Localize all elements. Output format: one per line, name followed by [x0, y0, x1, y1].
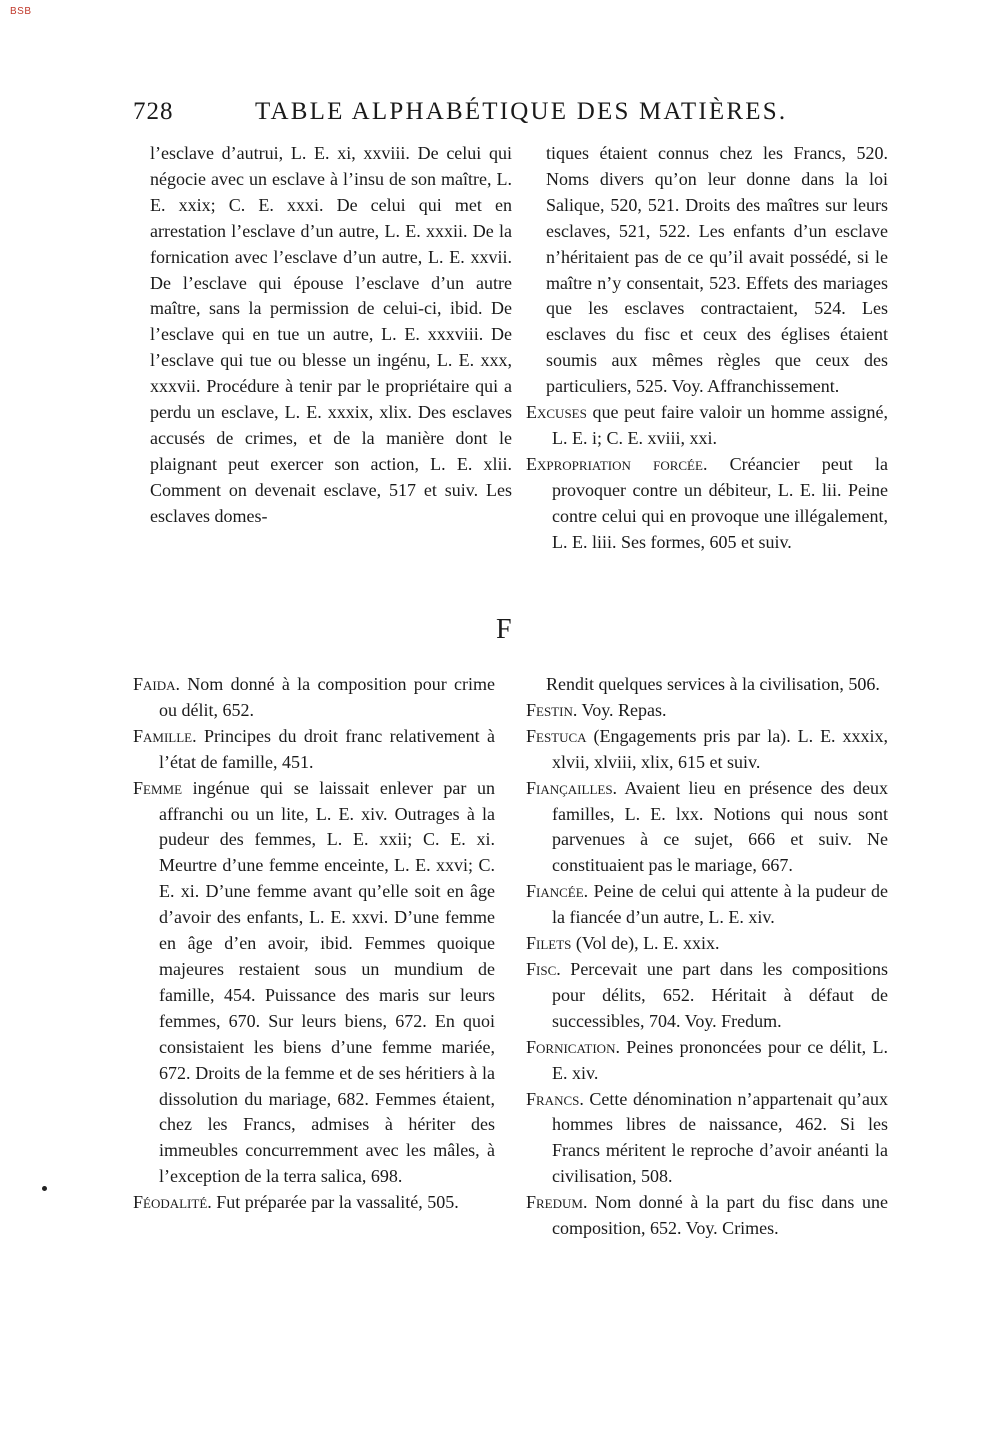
top-right-column: [526, 141, 888, 556]
entry-headword: Expropriation forcée.: [526, 453, 708, 474]
entry-text: Percevait une part dans les compositions pour délits, 652. Héritait à défaut de successibles, 704. Voy. Fredum.: [552, 958, 888, 1031]
entry-headword: Fisc.: [526, 958, 561, 979]
index-entry: [526, 1190, 888, 1242]
entry-headword: Excuses: [526, 402, 587, 423]
entry-headword: Fornication.: [526, 1036, 620, 1057]
entry-text: Peines prononcées pour ce délit, L. E. xiv.: [552, 1036, 888, 1083]
entry-headword: Famille.: [133, 725, 197, 746]
index-entry: [526, 957, 888, 1035]
entry-headword: Femme: [133, 777, 183, 798]
index-entry: [526, 452, 888, 556]
entry-text: Fut préparée par la vassalité, 505.: [211, 1192, 459, 1213]
entry-text: (Vol de), L. E. xxix.: [571, 933, 720, 954]
entry-headword: Fredum.: [526, 1192, 588, 1213]
continued-entry-text: tiques étaient connus chez les Francs, 520. Noms divers qu’on leur donne dans la loi Salique, 520, 521. Droits des maîtres sur leurs esclaves, 521, 522. Les enfants d’un esclave n’héritaient pas de ce qu’il avait possédé, si le maître n’y consentait, 523. Effets des mariages que les esclaves contractaient, 524. Les esclaves du fisc et ceux des églises étaient soumis aux mêmes règles que ceux des particuliers, 525. Voy. Affranchissement.: [546, 143, 888, 397]
index-entry: [526, 931, 888, 957]
library-stamp: BSB: [10, 6, 32, 17]
entry-headword: Festin.: [526, 699, 578, 720]
entry-text: que peut faire valoir un homme assigné, L. E. i; C. E. xviii, xxi.: [552, 402, 888, 448]
index-entry: [526, 879, 888, 931]
bottom-left-column: [133, 672, 495, 1216]
entry-text: Avaient lieu en présence des deux familles, L. E. lxx. Notions qui nous sont parvenues à ce sujet, 666 et suiv. Ne constituaient pas le mariage, 667.: [552, 777, 888, 876]
bottom-right-column: [526, 672, 888, 1242]
entry-headword: Faida.: [133, 674, 181, 694]
page-number: 728: [133, 98, 174, 125]
entry-text: Voy. Repas.: [577, 699, 667, 720]
entry-text: Cette dénomination n’appartenait qu’aux hommes libres de naissance, 462. Si les Francs méritent le reproche d’avoir anéanti la civilisation, 508.: [552, 1088, 888, 1187]
index-entry: [526, 1087, 888, 1191]
index-entry: [526, 400, 888, 452]
index-entry: [133, 1190, 495, 1216]
entry-headword: Festuca: [526, 725, 587, 746]
top-left-column: [150, 141, 512, 530]
ink-speck: [42, 1186, 47, 1191]
index-entry: [526, 1035, 888, 1087]
index-entry: [133, 672, 495, 724]
entry-text: (Engagements pris par la). L. E. xxxix, xlvii, xlviii, xlix, 615 et suiv.: [552, 725, 888, 772]
index-entry: [526, 724, 888, 776]
section-letter: F: [496, 614, 512, 645]
index-entry: [526, 698, 888, 724]
index-entry: [133, 724, 495, 776]
entry-headword: Francs.: [526, 1088, 584, 1109]
entry-text: Nom donné à la part du fisc dans une composition, 652. Voy. Crimes.: [552, 1192, 888, 1239]
entry-text: Peine de celui qui attente à la pudeur de la fiancée d’un autre, L. E. xiv.: [552, 881, 888, 928]
entry-headword: Filets: [526, 933, 572, 954]
index-entry: [133, 776, 495, 1191]
entry-headword: Fiancée.: [526, 881, 589, 902]
page-title: TABLE ALPHABÉTIQUE DES MATIÈRES.: [255, 98, 788, 125]
entry-text: Principes du droit franc relativement à l’état de famille, 451.: [159, 725, 495, 772]
entry-headword: Fiançailles.: [526, 777, 618, 798]
index-entry: [526, 776, 888, 880]
entry-headword: Féodalité.: [133, 1192, 212, 1213]
entry-text: Nom donné à la composition pour crime ou délit, 652.: [159, 674, 495, 720]
continued-entry-text: l’esclave d’autrui, L. E. xi, xxviii. De celui qui négocie avec un esclave à l’insu de son maître, L. E. xxix; C. E. xxxi. De celui qui met en arrestation l’esclave d’un autre, L. E. xxxii. De la fornication avec l’esclave d’un autre, L. E. xxvii. De l’esclave qui épouse l’esclave d’un autre maître, sans la permission de celui-ci, ibid. De l’esclave qui en tue un autre, L. E. xxxviii. De l’esclave qui tue ou blesse un ingénu, L. E. xxx, xxxvii. Procédure à tenir par le propriétaire qui a perdu un esclave, L. E. xxxix, xlix. Des esclaves accusés de crimes, et de la manière dont le plaignant peut exercer son action, L. E. xlii. Comment on devenait esclave, 517 et suiv. Les esclaves domes-: [150, 143, 512, 526]
entry-text: Créancier peut la provoquer contre un débiteur, L. E. lii. Peine contre celui qui en provoque une illégalement, L. E. liii. Ses formes, 605 et suiv.: [552, 453, 888, 552]
continued-entry-text: Rendit quelques services à la civilisation, 506.: [546, 674, 880, 694]
entry-text: ingénue qui se laissait enlever par un affranchi ou un lite, L. E. xiv. Outrages à la pudeur des femmes, L. E. xxii; C. E. xi. Meurtre d’une femme enceinte, L. E. xxvi; C. E. xi. D’une femme avant qu’elle soit en âge d’avoir des enfants, L. E. xxvi. D’une femme en âge d’en avoir, ibid. Femmes quoique majeures restaient sous un mundium de famille, 454. Puissance des maris sur leurs femmes, 670. Sur leurs biens, 672. En quoi consistaient les biens d’une femme mariée, 672. Droits de la femme et de ses héritiers à la dissolution du mariage, 682. Femmes étaient, chez les Francs, admises à hériter des immeubles concurremment avec les mâles, à l’exception de la terra salica, 698.: [159, 777, 495, 1187]
